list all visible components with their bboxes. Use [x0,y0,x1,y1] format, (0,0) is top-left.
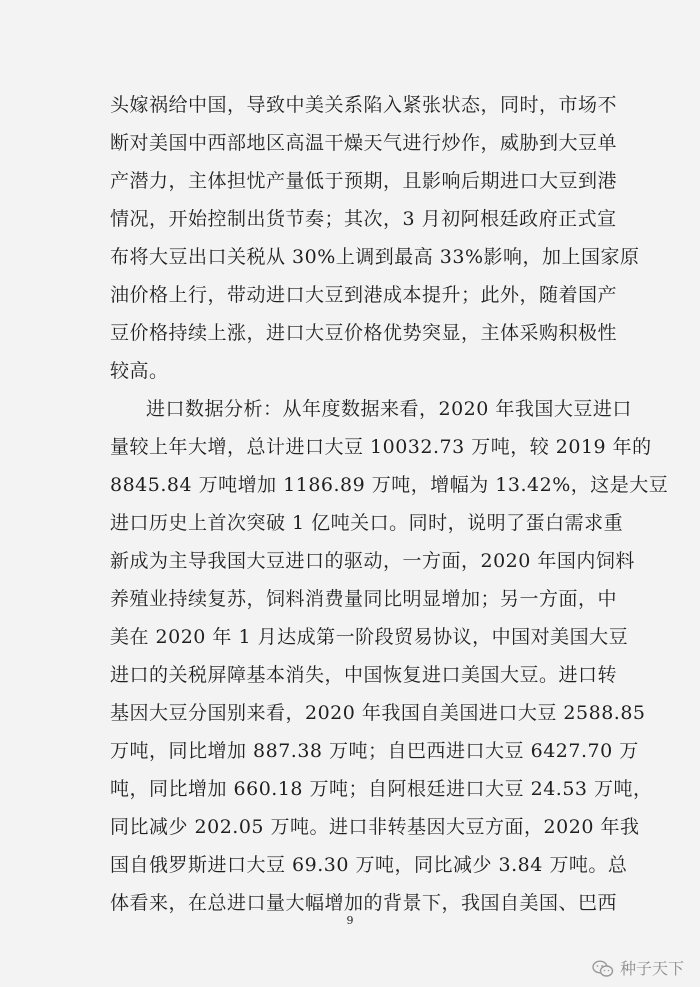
text-line: 断对美国中西部地区高温干燥天气进行炒作，威胁到大豆单 [110,132,618,154]
wechat-icon [592,960,614,978]
text-line: 新成为主导我国大豆进口的驱动，一方面，2020 年国内饲料 [110,550,635,572]
text-line: 豆价格持续上涨，进口大豆价格优势突显，主体采购积极性 [110,322,618,344]
text-line: 国自俄罗斯进口大豆 69.30 万吨，同比减少 3.84 万吨。总 [110,854,628,876]
paragraph-first-line: 进口数据分析：从年度数据来看，2020 年我国大豆进口 [146,398,632,420]
watermark-text: 种子天下 [619,959,684,978]
text-line: 进口的关税屏障基本消失，中国恢复进口美国大豆。进口转 [110,664,618,686]
text-line: 较高。 [110,360,169,382]
text-line: 基因大豆分国别来看，2020 年我国自美国进口大豆 2588.85 [110,702,646,724]
text-line: 同比减少 202.05 万吨。进口非转基因大豆方面，2020 年我 [110,816,640,838]
watermark [592,959,684,979]
text-line: 养殖业持续复苏，饲料消费量同比明显增加；另一方面，中 [110,588,618,610]
text-line: 美在 2020 年 1 月达成第一阶段贸易协议，中国对美国大豆 [110,626,629,648]
text-line: 进口历史上首次突破 1 亿吨关口。同时，说明了蛋白需求重 [110,512,624,534]
text-line: 情况，开始控制出货节奏；其次，3 月初阿根廷政府正式宣 [110,208,617,230]
text-line: 产潜力，主体担忧产量低于预期，且影响后期进口大豆到港 [110,170,618,192]
text-line: 吨，同比增加 660.18 万吨；自阿根廷进口大豆 24.53 万吨， [110,778,653,800]
text-line: 量较上年大增，总计进口大豆 10032.73 万吨，较 2019 年的 [110,436,652,458]
text-line: 油价格上行，带动进口大豆到港成本提升；此外，随着国产 [110,284,618,306]
page-number: 9 [346,914,354,927]
text-line: 8845.84 万吨增加 1186.89 万吨，增幅为 13.42%，这是大豆 [110,474,669,496]
text-line: 头嫁祸给中国，导致中美关系陷入紧张状态，同时，市场不 [110,94,618,116]
text-line: 体看来，在总进口量大幅增加的背景下，我国自美国、巴西 [110,892,618,914]
text-line: 布将大豆出口关税从 30%上调到最高 33%影响，加上国家原 [110,246,640,268]
text-line: 万吨，同比增加 887.38 万吨；自巴西进口大豆 6427.70 万 [110,740,639,762]
